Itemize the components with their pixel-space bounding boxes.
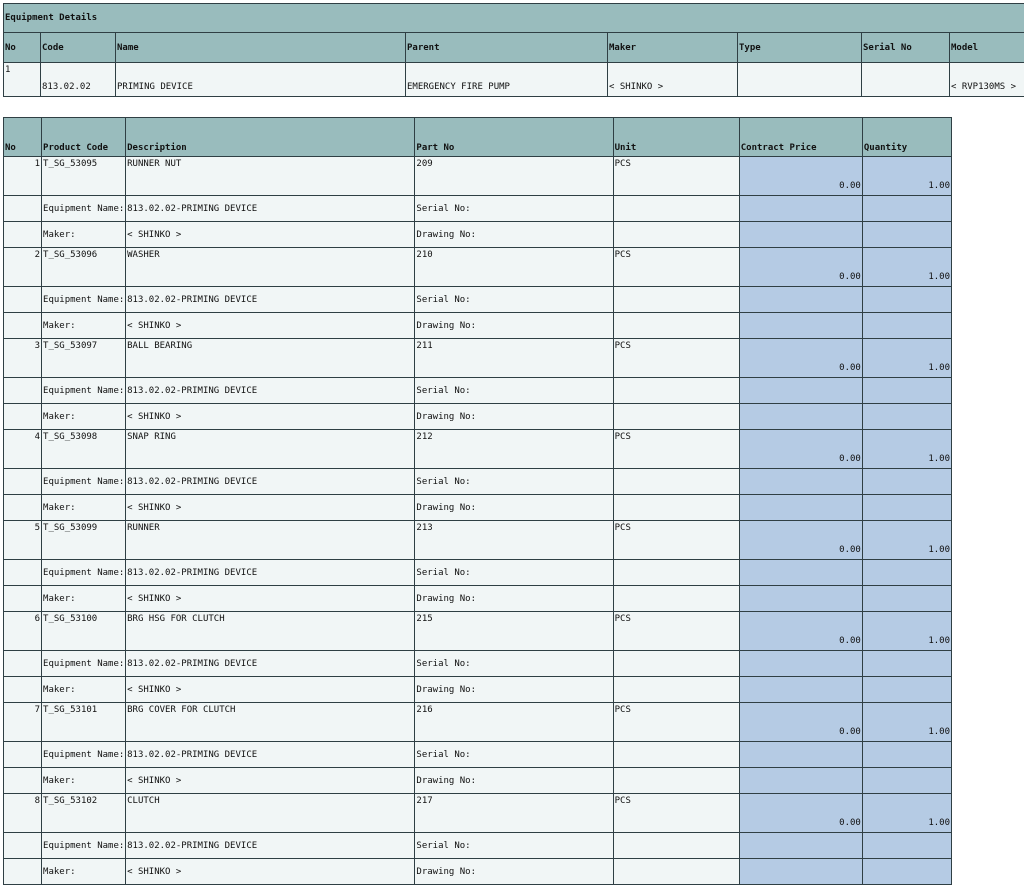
part-number: 210 — [415, 248, 613, 287]
part-maker-row — [4, 495, 952, 521]
equipment-name-label: Equipment Name: — [42, 742, 126, 768]
part-contract-price: 0.00 — [739, 248, 862, 287]
part-maker-row — [4, 313, 952, 339]
part-number: 217 — [415, 794, 613, 833]
equipment-code: 813.02.02 — [41, 63, 116, 97]
header-maker: Maker — [608, 33, 738, 63]
equipment-serial-no — [862, 63, 950, 97]
part-row — [4, 157, 952, 196]
part-maker-row — [4, 586, 952, 612]
part-equipment-name: 813.02.02-PRIMING DEVICE — [126, 560, 415, 586]
part-maker: < SHINKO > — [126, 495, 415, 521]
part-unit: PCS — [613, 339, 739, 378]
part-row — [4, 430, 952, 469]
part-product-code: T_SG_53096 — [42, 248, 126, 287]
part-maker: < SHINKO > — [126, 586, 415, 612]
equipment-name-label: Equipment Name: — [42, 560, 126, 586]
part-number: 215 — [415, 612, 613, 651]
parts-header-part-no: Part No — [415, 118, 613, 157]
serial-no-label: Serial No: — [415, 378, 613, 404]
equipment-parent: EMERGENCY FIRE PUMP — [406, 63, 608, 97]
part-no-index: 8 — [4, 794, 42, 833]
equipment-name-label: Equipment Name: — [42, 378, 126, 404]
parts-header-unit: Unit — [613, 118, 739, 157]
part-equipment-name: 813.02.02-PRIMING DEVICE — [126, 287, 415, 313]
part-unit: PCS — [613, 430, 739, 469]
part-maker-row — [4, 768, 952, 794]
part-unit: PCS — [613, 703, 739, 742]
equipment-model: < RVP130MS > — [950, 63, 1024, 97]
serial-no-label: Serial No: — [415, 833, 613, 859]
part-maker-row — [4, 222, 952, 248]
equipment-maker: < SHINKO > — [608, 63, 738, 97]
part-contract-price: 0.00 — [739, 794, 862, 833]
part-equipment-row — [4, 651, 952, 677]
part-equipment-name: 813.02.02-PRIMING DEVICE — [126, 469, 415, 495]
drawing-no-label: Drawing No: — [415, 586, 613, 612]
header-name: Name — [116, 33, 406, 63]
part-unit: PCS — [613, 248, 739, 287]
header-no: No — [4, 33, 41, 63]
part-contract-price: 0.00 — [739, 521, 862, 560]
part-contract-price: 0.00 — [739, 612, 862, 651]
part-description: RUNNER — [126, 521, 415, 560]
part-equipment-row — [4, 196, 952, 222]
part-equipment-name: 813.02.02-PRIMING DEVICE — [126, 378, 415, 404]
maker-label: Maker: — [42, 859, 126, 885]
equipment-details-table — [3, 3, 1024, 97]
part-no-index: 5 — [4, 521, 42, 560]
header-code: Code — [41, 33, 116, 63]
part-unit: PCS — [613, 521, 739, 560]
part-quantity: 1.00 — [862, 703, 951, 742]
part-number: 216 — [415, 703, 613, 742]
parts-header-product-code: Product Code — [42, 118, 126, 157]
drawing-no-label: Drawing No: — [415, 859, 613, 885]
part-row — [4, 248, 952, 287]
part-unit: PCS — [613, 612, 739, 651]
parts-header-no: No — [4, 118, 42, 157]
part-equipment-row — [4, 742, 952, 768]
part-contract-price: 0.00 — [739, 430, 862, 469]
part-number: 211 — [415, 339, 613, 378]
maker-label: Maker: — [42, 586, 126, 612]
part-quantity: 1.00 — [862, 339, 951, 378]
part-no-index: 6 — [4, 612, 42, 651]
serial-no-label: Serial No: — [415, 196, 613, 222]
part-equipment-row — [4, 378, 952, 404]
part-description: CLUTCH — [126, 794, 415, 833]
part-product-code: T_SG_53097 — [42, 339, 126, 378]
equipment-name-label: Equipment Name: — [42, 287, 126, 313]
equipment-row — [4, 63, 1024, 97]
serial-no-label: Serial No: — [415, 469, 613, 495]
part-quantity: 1.00 — [862, 430, 951, 469]
part-product-code: T_SG_53102 — [42, 794, 126, 833]
parts-header-quantity: Quantity — [862, 118, 951, 157]
part-quantity: 1.00 — [862, 248, 951, 287]
part-product-code: T_SG_53101 — [42, 703, 126, 742]
maker-label: Maker: — [42, 222, 126, 248]
part-equipment-row — [4, 469, 952, 495]
parts-header-description: Description — [126, 118, 415, 157]
part-no-index: 2 — [4, 248, 42, 287]
part-quantity: 1.00 — [862, 612, 951, 651]
part-no-index: 4 — [4, 430, 42, 469]
part-description: WASHER — [126, 248, 415, 287]
part-description: RUNNER NUT — [126, 157, 415, 196]
part-maker: < SHINKO > — [126, 313, 415, 339]
serial-no-label: Serial No: — [415, 287, 613, 313]
serial-no-label: Serial No: — [415, 560, 613, 586]
part-product-code: T_SG_53095 — [42, 157, 126, 196]
equipment-no: 1 — [4, 63, 41, 97]
part-quantity: 1.00 — [862, 157, 951, 196]
header-parent: Parent — [406, 33, 608, 63]
part-maker-row — [4, 404, 952, 430]
equipment-name-label: Equipment Name: — [42, 469, 126, 495]
part-equipment-name: 813.02.02-PRIMING DEVICE — [126, 833, 415, 859]
serial-no-label: Serial No: — [415, 651, 613, 677]
part-description: BRG COVER FOR CLUTCH — [126, 703, 415, 742]
equipment-name-label: Equipment Name: — [42, 651, 126, 677]
maker-label: Maker: — [42, 404, 126, 430]
part-contract-price: 0.00 — [739, 339, 862, 378]
equipment-type — [738, 63, 862, 97]
part-no-index: 7 — [4, 703, 42, 742]
part-equipment-name: 813.02.02-PRIMING DEVICE — [126, 196, 415, 222]
part-equipment-name: 813.02.02-PRIMING DEVICE — [126, 651, 415, 677]
part-unit: PCS — [613, 157, 739, 196]
part-product-code: T_SG_53100 — [42, 612, 126, 651]
drawing-no-label: Drawing No: — [415, 222, 613, 248]
part-maker: < SHINKO > — [126, 404, 415, 430]
equipment-name-label: Equipment Name: — [42, 833, 126, 859]
part-maker: < SHINKO > — [126, 222, 415, 248]
part-equipment-name: 813.02.02-PRIMING DEVICE — [126, 742, 415, 768]
part-description: BALL BEARING — [126, 339, 415, 378]
drawing-no-label: Drawing No: — [415, 404, 613, 430]
part-number: 209 — [415, 157, 613, 196]
drawing-no-label: Drawing No: — [415, 313, 613, 339]
equipment-details-title: Equipment Details — [4, 4, 1024, 33]
part-maker: < SHINKO > — [126, 768, 415, 794]
part-unit: PCS — [613, 794, 739, 833]
part-product-code: T_SG_53099 — [42, 521, 126, 560]
serial-no-label: Serial No: — [415, 742, 613, 768]
part-row — [4, 703, 952, 742]
part-row — [4, 612, 952, 651]
parts-table — [3, 117, 952, 885]
parts-header-contract-price: Contract Price — [739, 118, 862, 157]
part-equipment-row — [4, 560, 952, 586]
drawing-no-label: Drawing No: — [415, 495, 613, 521]
header-type: Type — [738, 33, 862, 63]
part-row — [4, 521, 952, 560]
part-equipment-row — [4, 287, 952, 313]
header-serial-no: Serial No — [862, 33, 950, 63]
part-description: BRG HSG FOR CLUTCH — [126, 612, 415, 651]
part-quantity: 1.00 — [862, 521, 951, 560]
part-equipment-row — [4, 833, 952, 859]
part-quantity: 1.00 — [862, 794, 951, 833]
part-contract-price: 0.00 — [739, 157, 862, 196]
part-maker-row — [4, 677, 952, 703]
part-description: SNAP RING — [126, 430, 415, 469]
header-model: Model — [950, 33, 1024, 63]
part-no-index: 1 — [4, 157, 42, 196]
part-maker: < SHINKO > — [126, 859, 415, 885]
part-product-code: T_SG_53098 — [42, 430, 126, 469]
part-maker: < SHINKO > — [126, 677, 415, 703]
drawing-no-label: Drawing No: — [415, 677, 613, 703]
equipment-name: PRIMING DEVICE — [116, 63, 406, 97]
maker-label: Maker: — [42, 768, 126, 794]
part-number: 213 — [415, 521, 613, 560]
maker-label: Maker: — [42, 495, 126, 521]
maker-label: Maker: — [42, 677, 126, 703]
drawing-no-label: Drawing No: — [415, 768, 613, 794]
part-row — [4, 339, 952, 378]
maker-label: Maker: — [42, 313, 126, 339]
part-maker-row — [4, 859, 952, 885]
part-no-index: 3 — [4, 339, 42, 378]
equipment-name-label: Equipment Name: — [42, 196, 126, 222]
part-row — [4, 794, 952, 833]
part-contract-price: 0.00 — [739, 703, 862, 742]
part-number: 212 — [415, 430, 613, 469]
